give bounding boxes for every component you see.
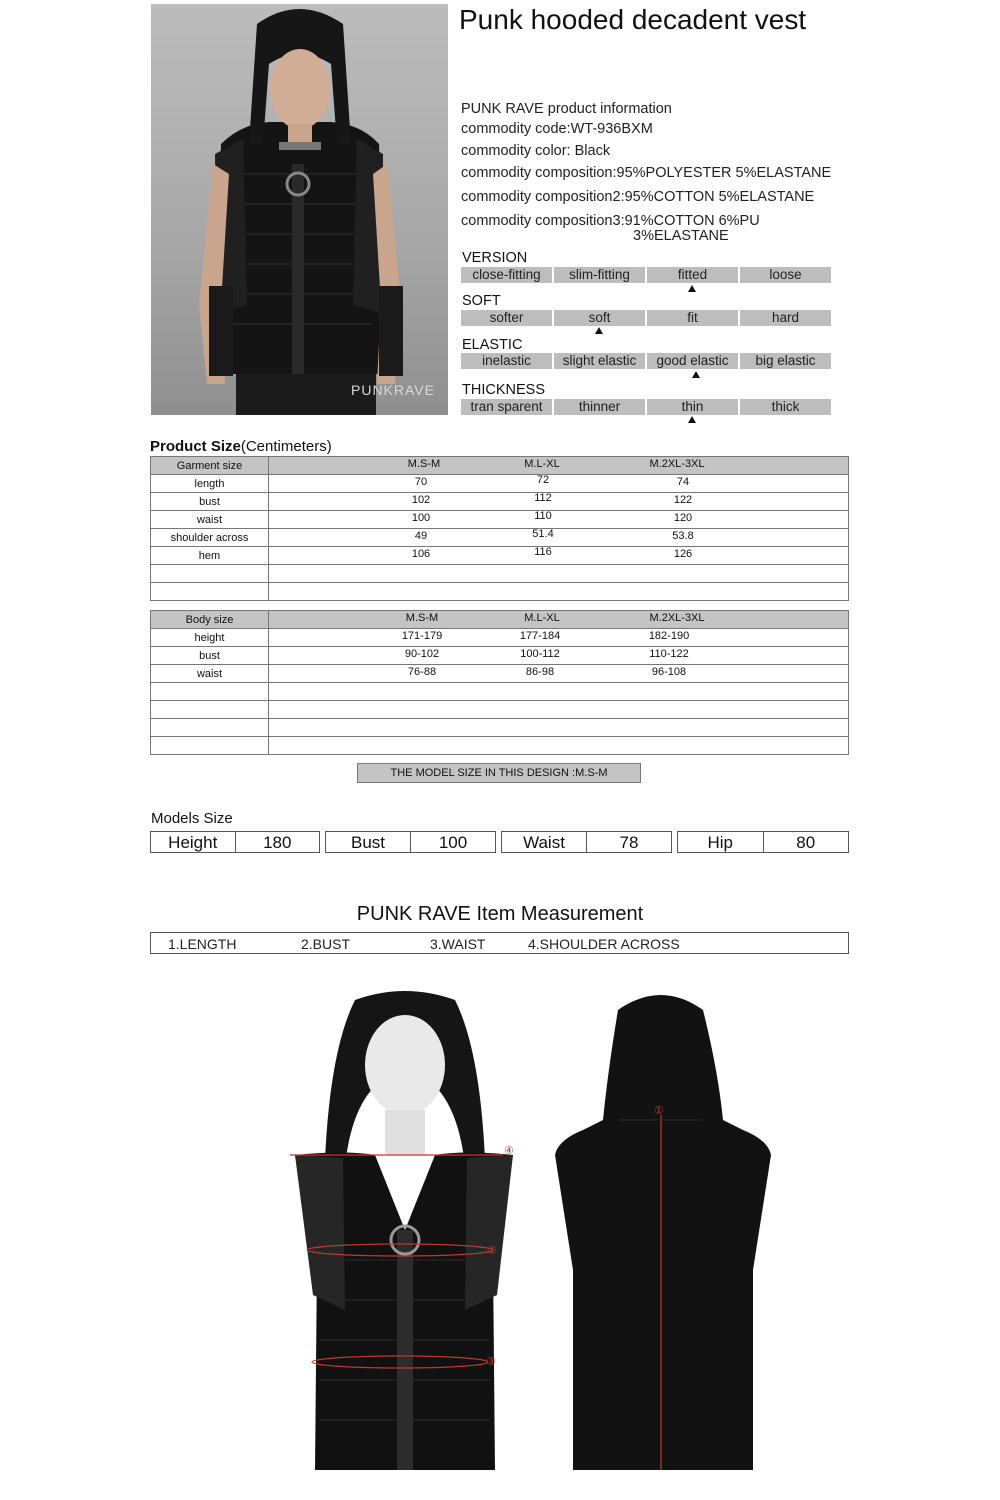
empty-cell — [269, 737, 849, 755]
row-label: hem — [151, 547, 269, 565]
shoulder-marker: ④ — [504, 1145, 514, 1157]
row-label: length — [151, 475, 269, 493]
table-cell: 112 — [534, 492, 552, 504]
row-label: shoulder across — [151, 529, 269, 547]
scale-option: softer — [461, 310, 552, 326]
vest-back-view-illustration — [553, 990, 775, 1480]
table-row — [151, 529, 849, 547]
empty-cell — [151, 719, 269, 737]
model-size-note: THE MODEL SIZE IN THIS DESIGN :M.S-M — [357, 763, 641, 783]
code-label: commodity code: — [461, 121, 571, 137]
empty-table-row — [151, 701, 849, 719]
selected-indicator-icon — [688, 285, 696, 292]
row-values — [269, 511, 849, 529]
code-value: WT-936BXM — [570, 121, 653, 137]
scale-option-selected: thin — [647, 399, 738, 415]
models-size-heading: Models Size — [151, 810, 233, 827]
elastic-heading: ELASTIC — [462, 337, 523, 353]
empty-cell — [151, 683, 269, 701]
waist-marker: ③ — [486, 1356, 496, 1368]
model-wearing-vest-illustration — [151, 4, 448, 415]
scale-option-selected: soft — [554, 310, 645, 326]
row-values — [269, 629, 849, 647]
scale-option: big elastic — [740, 353, 831, 369]
model-measure-label: Hip — [707, 833, 733, 852]
row-values — [269, 493, 849, 511]
empty-cell — [151, 583, 269, 601]
empty-cell — [269, 583, 849, 601]
model-hip-box — [677, 831, 849, 853]
table-header-row — [151, 611, 849, 629]
table-header-values — [269, 457, 849, 475]
model-height-box — [150, 831, 320, 853]
table-header-cell: Garment size — [151, 457, 269, 475]
model-measure-label: Waist — [523, 833, 565, 852]
scale-option-selected: fitted — [647, 267, 738, 283]
row-label: bust — [151, 647, 269, 665]
model-measure-value: 80 — [763, 832, 849, 852]
composition-label: commodity composition3: — [461, 213, 625, 229]
model-measure-label: Height — [168, 833, 218, 852]
row-values — [269, 665, 849, 683]
scale-option: inelastic — [461, 353, 552, 369]
thickness-heading: THICKNESS — [462, 382, 545, 398]
size-column-header: M.L-XL — [524, 612, 560, 624]
soft-scale — [461, 310, 831, 326]
measurement-item: 3.WAIST — [430, 936, 486, 952]
composition-value: 95%POLYESTER 5%ELASTANE — [616, 165, 832, 181]
empty-table-row — [151, 583, 849, 601]
scale-option: thick — [740, 399, 831, 415]
table-cell: 171-179 — [401, 630, 443, 642]
table-cell: 49 — [414, 530, 428, 542]
commodity-code-row — [461, 121, 653, 137]
table-row — [151, 475, 849, 493]
color-label: commodity color: — [461, 143, 571, 159]
table-row — [151, 629, 849, 647]
scale-option: fit — [647, 310, 738, 326]
scale-option: hard — [740, 310, 831, 326]
scale-option: loose — [740, 267, 831, 283]
model-measure-value: 78 — [586, 832, 671, 852]
row-values — [269, 547, 849, 565]
row-label: height — [151, 629, 269, 647]
composition-label: commodity composition2: — [461, 189, 625, 205]
scale-option: tran sparent — [461, 399, 552, 415]
scale-option: close-fitting — [461, 267, 552, 283]
size-column-header: M.S-M — [405, 612, 439, 624]
composition-value: 95%COTTON 5%ELASTANE — [624, 189, 815, 205]
elastic-scale — [461, 353, 831, 369]
size-column-header: M.2XL-3XL — [649, 612, 705, 624]
size-column-header: M.L-XL — [524, 458, 560, 470]
empty-cell — [151, 737, 269, 755]
row-values — [269, 475, 849, 493]
table-cell: 120 — [673, 512, 693, 524]
empty-table-row — [151, 565, 849, 583]
table-cell: 100 — [411, 512, 431, 524]
table-cell: 110 — [534, 510, 552, 522]
table-cell: 122 — [673, 494, 693, 506]
model-bust-box — [325, 831, 496, 853]
table-cell: 86-98 — [525, 666, 555, 678]
brand-watermark: PUNKRAVE — [351, 382, 435, 398]
table-cell: 70 — [414, 476, 428, 488]
selected-indicator-icon — [688, 416, 696, 423]
bust-marker: ② — [487, 1245, 497, 1257]
table-cell: 96-108 — [651, 666, 687, 678]
empty-cell — [269, 701, 849, 719]
product-size-heading — [150, 438, 332, 455]
scale-option: slim-fitting — [554, 267, 645, 283]
table-row — [151, 547, 849, 565]
soft-heading: SOFT — [462, 293, 501, 309]
table-cell: 90-102 — [404, 648, 440, 660]
brand-info-heading: PUNK RAVE product information — [461, 101, 672, 117]
table-cell: 76-88 — [407, 666, 437, 678]
color-value: Black — [574, 143, 611, 159]
empty-cell — [269, 683, 849, 701]
row-values — [269, 647, 849, 665]
version-heading: VERSION — [462, 250, 528, 266]
measurement-item: 1.LENGTH — [168, 936, 237, 952]
composition-row-2 — [461, 189, 814, 205]
product-size-unit: (Centimeters) — [240, 438, 332, 455]
table-header-values — [269, 611, 849, 629]
selected-indicator-icon — [595, 327, 603, 334]
table-cell: 100-112 — [520, 648, 560, 660]
table-row — [151, 493, 849, 511]
thickness-scale — [461, 399, 831, 415]
empty-cell — [269, 719, 849, 737]
empty-table-row — [151, 719, 849, 737]
table-cell: 116 — [534, 546, 552, 558]
row-label: waist — [151, 665, 269, 683]
measurement-heading: PUNK RAVE Item Measurement — [356, 903, 644, 925]
composition-row-3-continued: 3%ELASTANE — [633, 228, 729, 244]
table-row — [151, 665, 849, 683]
garment-size-table — [150, 456, 849, 601]
measurement-item: 2.BUST — [301, 936, 351, 952]
table-cell: 102 — [411, 494, 431, 506]
size-column-header: M.2XL-3XL — [649, 458, 705, 470]
size-column-header: M.S-M — [407, 458, 441, 470]
table-row — [151, 511, 849, 529]
measurement-item: 4.SHOULDER ACROSS — [528, 936, 680, 952]
composition-label: commodity composition: — [461, 165, 617, 181]
table-header-cell: Body size — [151, 611, 269, 629]
table-cell: 110-122 — [649, 648, 689, 660]
vest-front-view-illustration — [285, 990, 525, 1480]
product-title: Punk hooded decadent vest — [459, 4, 807, 35]
model-waist-box — [501, 831, 672, 853]
row-label: bust — [151, 493, 269, 511]
version-scale — [461, 267, 831, 283]
table-cell: 72 — [536, 474, 550, 486]
composition-row-3 — [461, 213, 760, 229]
scale-option-selected: good elastic — [647, 353, 738, 369]
table-cell: 126 — [673, 548, 693, 560]
scale-option: thinner — [554, 399, 645, 415]
scale-option: slight elastic — [554, 353, 645, 369]
model-measure-value: 180 — [235, 832, 320, 852]
empty-table-row — [151, 737, 849, 755]
length-marker: ① — [654, 1105, 664, 1117]
empty-cell — [151, 565, 269, 583]
product-size-title: Product Size — [150, 438, 241, 455]
selected-indicator-icon — [692, 371, 700, 378]
row-label: waist — [151, 511, 269, 529]
model-measure-label: Bust — [350, 833, 386, 852]
product-photo — [151, 4, 448, 415]
measurement-legend — [150, 932, 849, 954]
composition-value: 91%COTTON 6%PU — [624, 213, 760, 229]
model-measure-value: 100 — [410, 832, 495, 852]
empty-cell — [151, 701, 269, 719]
table-cell: 177-184 — [519, 630, 561, 642]
empty-table-row — [151, 683, 849, 701]
row-values — [269, 529, 849, 547]
empty-cell — [269, 565, 849, 583]
table-header-row — [151, 457, 849, 475]
table-row — [151, 647, 849, 665]
body-size-table — [150, 610, 849, 755]
table-cell: 74 — [676, 476, 690, 488]
table-cell: 106 — [411, 548, 431, 560]
table-cell: 182-190 — [648, 630, 690, 642]
composition-row-1 — [461, 165, 831, 181]
commodity-color-row — [461, 143, 610, 159]
table-cell: 53.8 — [672, 530, 694, 542]
table-cell: 51.4 — [532, 528, 554, 540]
